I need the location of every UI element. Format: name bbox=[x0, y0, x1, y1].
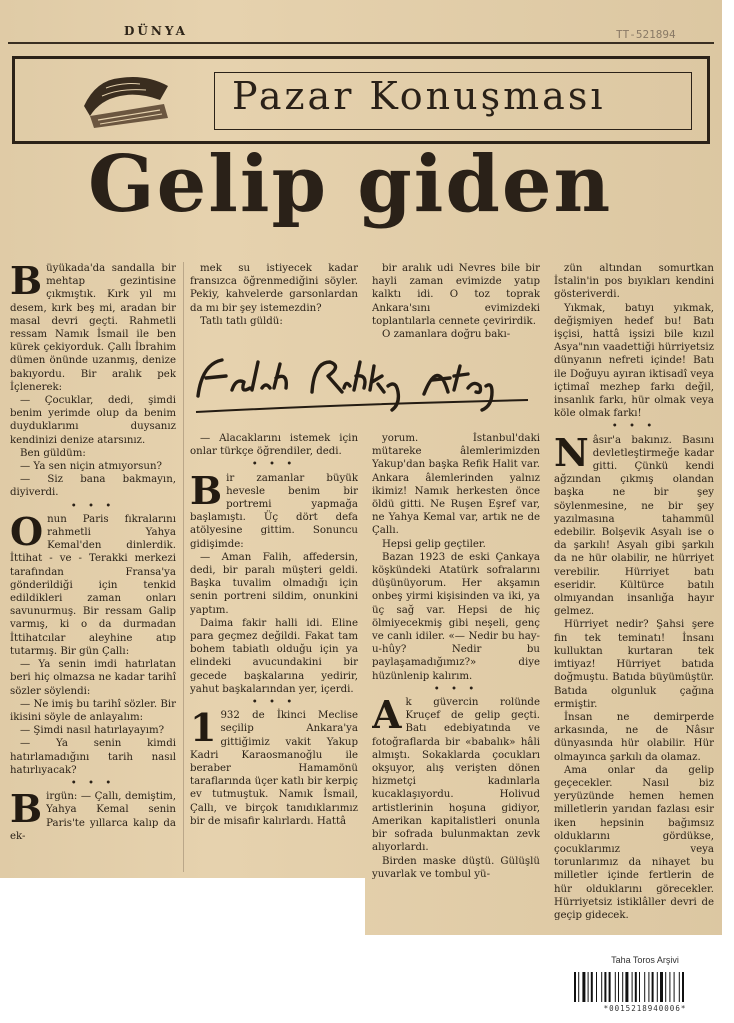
paragraph-text: — Alacaklarını istemek için onlar türkçe öğrendiler, dedi. bbox=[190, 433, 358, 458]
archive-number: TT-521894 bbox=[616, 28, 676, 41]
paragraph bbox=[10, 658, 176, 698]
paragraph-text: — Ya senin kimdi hatırlamadığını tarih nasıl hatırlıyacak? bbox=[10, 738, 176, 776]
barcode-bar bbox=[588, 972, 589, 1002]
paragraph bbox=[372, 328, 540, 341]
paragraph-text: — Çocuklar, dedi, şimdi benim yerimde olup da benim duyduklarımı duysanız kendinizi denize atarsınız. bbox=[10, 395, 176, 446]
barcode-bar bbox=[601, 972, 602, 1002]
paragraph-text: ir zamanlar büyük hevesle benim bir portremi yapmağa başlamıştı. Üç dört defa atölyesine gittim. Sonuncu gidişimde: bbox=[190, 472, 358, 550]
barcode-bar bbox=[622, 972, 623, 1002]
paragraph-text: Yıkmak, batıyı yıkmak, değişmiyen hedef bu! Batı işçisi, hattâ işsizi bile kızıl Asya"nın vaadettiği hürriyetsiz dünyanın nefreti içinde! Batı ile Doğuyu ayıran iktisadî veya içtimaî mezhep farkı değil, insanlık farkı, hür olmak veya köle olmak farkı! bbox=[554, 302, 714, 420]
section-separator: • • • bbox=[611, 421, 657, 433]
paragraph-text: üyükada'da sandalla bir mehtap gezintisine çıkmıştık. Kırk yıl mı desem, kırk beş mi, aradan bir masal devri geçti. Rahmetli ressam Namık İsmail ile ben kürek çekiyorduk. Çallı İbrahim dümen önünde uzanmış, denize bakıyordu. Bir aralık pek İçlenerek: bbox=[10, 263, 176, 393]
paragraph-text: Bazan 1923 de eski Çankaya köşkündeki Atatürk sofralarını düşünüyorum. Her akşamın onbeş yirmi kişisinden va iki, ya üç sağ var. Hepsi de hiç ölmiyecekmiş gibi neşeli, genç ve canlı idiler. «— Nedir bu hay-u-hûy? Nedir bu paylaşamadığımız?» diye hüzünlenip kalırım. bbox=[372, 551, 540, 682]
paragraph bbox=[554, 262, 714, 302]
paragraph bbox=[10, 473, 176, 499]
section-separator: • • • bbox=[70, 500, 116, 512]
paragraph-text: irgün: — Çallı, demiştim, Yahya Kemal senin Paris'te yıllarca kalıp da ek- bbox=[10, 791, 176, 842]
paragraph bbox=[554, 302, 714, 421]
barcode-bar bbox=[682, 972, 684, 1002]
paragraph-text: Daima fakir halli idi. Eline para geçmez değildi. Fakat tam bohem tabiatlı olduğu için ya elindeki avucundakini bir gecede başkalarına yedirir, yahut başkalarından yer, içerdi. bbox=[190, 617, 358, 695]
paragraph bbox=[190, 705, 358, 828]
barcode-bar bbox=[618, 972, 619, 1002]
paragraph-text: mek su istiyecek kadar fransızca öğrenmediğini söyler. Pekiy, kahvelerde garsonlardan da mı bir şey istemezdin? bbox=[190, 263, 358, 314]
drop-cap: B bbox=[10, 786, 43, 832]
drop-cap: B bbox=[190, 467, 223, 513]
paragraph-text: — Aman Falih, affedersin, dedi, bir paralı müşteri geldi. Başka tuvalim olmadığı için senin portreni sildim, onunkini yaptım. bbox=[190, 551, 358, 616]
paragraph-text: zün altından somurtkan İstalin'in pos bıyıkları kendini gösteriverdi. bbox=[554, 263, 714, 301]
paragraph bbox=[372, 551, 540, 683]
barcode-bar bbox=[639, 972, 640, 1002]
paragraph bbox=[372, 855, 540, 881]
column-4 bbox=[554, 262, 714, 927]
paragraph bbox=[372, 692, 540, 854]
signature-name: Falih Rıfkı Atay bbox=[362, 414, 370, 415]
barcode-bar bbox=[632, 972, 633, 1002]
paragraph-text: — Ya senin imdi hatırlatan beri hiç olmazsa ne kadar tarihî sözler söylendi: bbox=[10, 659, 176, 697]
paragraph bbox=[554, 429, 714, 619]
barcode-bar bbox=[644, 972, 645, 1002]
barcode-bar bbox=[604, 972, 606, 1002]
paragraph bbox=[190, 315, 358, 328]
paragraph bbox=[10, 394, 176, 447]
paragraph bbox=[372, 538, 540, 551]
column-2-bottom bbox=[190, 432, 358, 878]
paragraph-text: — Siz bana bakmayın, diyiverdi. bbox=[10, 474, 176, 499]
paragraph bbox=[190, 262, 358, 315]
newspaper-name: DÜNYA bbox=[124, 24, 188, 38]
barcode-bar bbox=[660, 972, 663, 1002]
section-separator: • • • bbox=[251, 697, 297, 709]
paragraph-text: Tatlı tatlı güldü: bbox=[200, 315, 283, 327]
barcode-bar bbox=[596, 972, 597, 1002]
paragraph bbox=[554, 711, 714, 764]
paragraph bbox=[10, 698, 176, 724]
drop-cap: 1 bbox=[190, 705, 217, 751]
section-separator: • • • bbox=[251, 459, 297, 471]
column-2-top bbox=[190, 262, 358, 342]
paragraph bbox=[190, 432, 358, 458]
barcode-bar bbox=[652, 972, 654, 1002]
paragraph bbox=[190, 551, 358, 617]
barcode-bar bbox=[574, 972, 576, 1002]
column-3-bottom bbox=[372, 432, 540, 927]
paragraph bbox=[10, 460, 176, 473]
paragraph-text: Ben güldüm: bbox=[20, 447, 86, 459]
drop-cap: O bbox=[10, 508, 44, 554]
column-1 bbox=[10, 262, 176, 880]
drop-cap: B bbox=[10, 262, 43, 303]
barcode-number: *0015218940006* bbox=[603, 1004, 687, 1013]
drop-cap: N bbox=[554, 429, 589, 475]
paragraph bbox=[554, 618, 714, 710]
paragraph-text: yorum. İstanbul'daki mütareke âlemlerimizden Yakup'dan başka Refik Halit var. Ankara âlemlerinden yalnız ikimiz! Namık herkesten önce öldü gitti. Ne Ruşen Eşref var, ne Yahya Kemal var, artık ne de Çallı. bbox=[372, 433, 540, 537]
paragraph bbox=[190, 467, 358, 551]
paragraph-text: — Şimdi nasıl hatırlayayım? bbox=[20, 725, 165, 737]
paragraph-text: Hepsi gelip geçtiler. bbox=[382, 538, 486, 550]
paragraph bbox=[10, 724, 176, 737]
paragraph-text: Ama onlar da gelip geçecekler. Nasıl biz yeryüzünde hemen hemen milletlerin yarıdan fazlası esir iken hepsinin bağımsız olduklarını gördükse, çocuklarımız veya torunlarımız da nihayet bu milletler içinde fertlerin de hür olduklarını görecekler. Hürriyetsiz istiklâller devri de geçip gidecek. bbox=[554, 764, 714, 921]
barcode-bar bbox=[578, 972, 579, 1002]
paragraph bbox=[10, 786, 176, 843]
barcode-bar bbox=[625, 972, 628, 1002]
paragraph bbox=[10, 447, 176, 460]
paragraph-text: nun Paris fıkralarını rahmetli Yahya Kemal'den dinlerdik. İttihat - ve - Terakki merkezi tarafından Fransa'ya gönderildiği için tenkid edildikleri zaman onları savunurmuş. Bir ressam Galip varmış, ki o da durmadan İttihatcılar aleyhine atıp tutarmış. Bir gün Çallı: bbox=[10, 513, 176, 657]
paragraph-text: âsır'a bakınız. Basını devletleştirmeğe kadar gitti. Çünkü kendi ağzından çıkmış olandan başka ne bir şey söylenmesine, ne bir şey yazılmasına tahammül edebilir. Bolşevik Asyalı ise o da şarkılı! Asyalı gibi şarkılı da ne hür olabilir, ne hürriyet verebilir. Hürriyet batı eseridir. Kültürce batılı olmıyandan insanlığa hayır gelmez. bbox=[554, 434, 714, 618]
barcode-bar bbox=[615, 972, 616, 1002]
barcode-bar bbox=[582, 972, 585, 1002]
paragraph-text: — Ya sen niçin atmıyorsun? bbox=[20, 461, 162, 473]
drop-cap: A bbox=[372, 692, 402, 738]
paragraph-text: bir aralık udi Nevres bile bir hayli zaman evimizde yatıp kalktı idi. O toz toprak Ankara'sını evimizdeki toplantılarla cennete çevirirdik. bbox=[372, 263, 540, 327]
paragraph-text: İnsan ne demirperde arkasında, ne de Nâsır dünyasında hür olabilir. Hür olmayınca şarkılı da olamaz. bbox=[554, 711, 714, 763]
barcode-bar bbox=[657, 972, 658, 1002]
paragraph-text: O zamanlara doğru bakı- bbox=[382, 329, 511, 341]
archive-label: Taha Toros Arşivi bbox=[611, 955, 679, 965]
paragraph bbox=[372, 262, 540, 328]
column-divider bbox=[183, 262, 184, 872]
barcode-bar bbox=[665, 972, 666, 1002]
header-rule bbox=[8, 42, 714, 44]
barcode-bar bbox=[674, 972, 675, 1002]
paragraph-text: Hürriyet nedir? Şahsi şere fin tek teminatı! İnsanı kulluktan kurtaran tek imtiyaz! Hürriyet batıda doğmuştu. Batıda büyümüştür. Batıda olgunluk çağına ermiştir. bbox=[554, 619, 714, 710]
paragraph bbox=[10, 737, 176, 777]
archive-barcode bbox=[570, 970, 720, 1004]
paragraph bbox=[10, 262, 176, 394]
section-title: Pazar Konuşması bbox=[232, 74, 606, 118]
paragraph bbox=[10, 508, 176, 658]
barcode-bar bbox=[679, 972, 680, 1002]
barcode-bar bbox=[591, 972, 593, 1002]
barcode-bar bbox=[635, 972, 637, 1002]
column-3-top bbox=[372, 262, 540, 342]
paragraph bbox=[372, 432, 540, 538]
barcode-bar bbox=[609, 972, 611, 1002]
paragraph bbox=[554, 764, 714, 922]
column-logo-illustration bbox=[76, 66, 176, 136]
paragraph-text: 932 de İkinci Meclise seçilip Ankara'ya gittiğimiz vakit Yakup Kadri Karaosmanoğlu ile beraber Hamamönü taraflarında üçer katlı bir kerpiç ev tutmuştuk. Namık İsmail, Çallı, ve birçok tanıdıklarımız bir de misafir kalırlardı. Hattâ bbox=[190, 710, 358, 827]
paragraph-text: — Ne imiş bu tarihî sözler. Bir ikisini söyle de anlayalım: bbox=[10, 698, 176, 723]
clipping-cut-area bbox=[0, 878, 365, 938]
author-signature bbox=[192, 352, 532, 416]
barcode-bar bbox=[648, 972, 649, 1002]
section-separator: • • • bbox=[433, 683, 479, 695]
paragraph-text: k güvercin rolünde Kruçef de gelip geçti. Batı edebiyatında ve fotoğraflarda bir «babalık» hâli almıştı. Sokaklarda çocukları okşuyor, alış verişten dönen hizmetçi kadınlarla kucaklaşıyordu. Holivud artistlerinin hoşuna gidiyor, Amerikan kapitalistleri onunla bir sofrada bulunmaktan zevk alıyorlardı. bbox=[372, 697, 540, 854]
section-separator: • • • bbox=[70, 777, 116, 789]
paragraph bbox=[190, 617, 358, 696]
paragraph-text: Birden maske düştü. Gülüşlü yuvarlak ve tombul yü- bbox=[372, 855, 540, 880]
barcode-bar bbox=[669, 972, 670, 1002]
headline: Gelip giden bbox=[88, 139, 613, 230]
